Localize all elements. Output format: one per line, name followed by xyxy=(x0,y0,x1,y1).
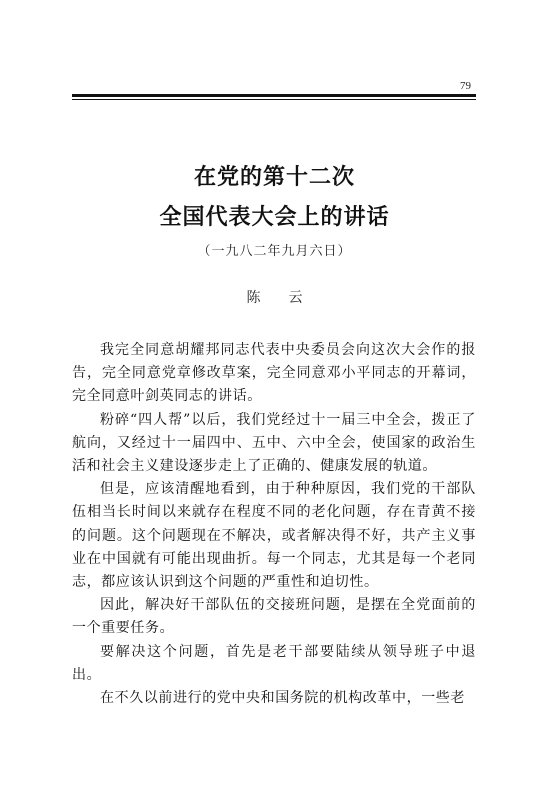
paragraph: 但是，应该清醒地看到，由于种种原因，我们党的干部队伍相当长时间以来就存在程度不同的老化问题，存在青黄不接的问题。这个问题现在不解决，或者解决得不好，共产主义事业在中国就有可能出现曲折。每一个同志，尤其是每一个老同志，都应该认识到这个问题的严重性和迫切性。 xyxy=(72,481,476,591)
author-name: 陈云 xyxy=(246,290,331,306)
title-line-1: 在党的第十二次 xyxy=(193,165,355,190)
paragraph: 粉碎“四人帮”以后，我们党经过十一届三中全会，拨正了航向，又经过十一届四中、五中、六中全会，使国家的政治生活和社会主义建设逐步走上了正确的、健康发展的轨道。 xyxy=(72,411,476,475)
paragraph: 我完全同意胡耀邦同志代表中央委员会向这次大会作的报告，完全同意党章修改草案，完全同意邓小平同志的开幕词，完全同意叶剑英同志的讲话。 xyxy=(72,342,476,405)
header-rule-thin xyxy=(72,99,476,100)
body-text xyxy=(72,339,476,710)
title-line-2: 全国代表大会上的讲话 xyxy=(159,205,390,230)
paragraph: 在不久以前进行的党中央和国务院的机构改革中，一些老 xyxy=(100,690,465,707)
speech-date: （一九八二年九月六日） xyxy=(197,244,352,259)
paragraph: 因此，解决好干部队伍的交接班问题，是摆在全党面前的一个重要任务。 xyxy=(72,597,476,637)
header-rule-thick xyxy=(72,94,476,97)
paragraph: 要解决这个问题，首先是老干部要陆续从领导班子中退出。 xyxy=(72,643,476,683)
page-number: 79 xyxy=(460,80,471,92)
